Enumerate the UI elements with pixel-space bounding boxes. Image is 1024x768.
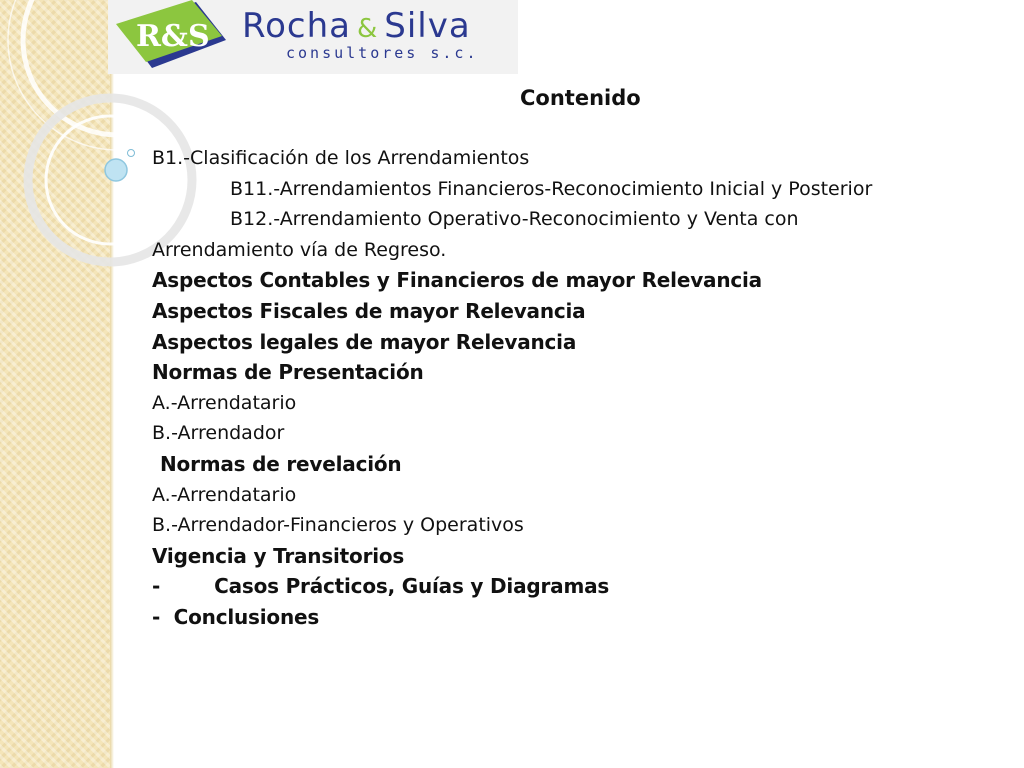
list-item <box>152 571 1012 602</box>
content-list <box>152 143 1012 633</box>
list-item: Vigencia y Transitorios <box>152 543 405 568</box>
logo-badge <box>108 0 238 74</box>
list-item: B1.-Clasificación de los Arrendamientos <box>152 147 530 169</box>
list-item-text: Conclusiones <box>173 604 320 629</box>
list-item: A.-Arrendatario <box>152 391 297 414</box>
list-item: B.-Arrendador-Financieros y Operativos <box>152 514 524 537</box>
list-item: A.-Arrendatario <box>152 483 297 506</box>
list-bullet-icon <box>127 149 135 157</box>
list-item: B.-Arrendador <box>152 422 285 445</box>
list-item: Aspectos Contables y Financieros de mayor Relevancia <box>152 268 762 293</box>
list-item: B12.-Arrendamiento Operativo-Reconocimiento y Venta con <box>230 208 799 231</box>
company-logo <box>108 0 518 74</box>
list-item: Aspectos Fiscales de mayor Relevancia <box>152 298 586 323</box>
list-item: Arrendamiento vía de Regreso. <box>152 238 447 261</box>
list-item: Aspectos legales de mayor Relevancia <box>152 329 577 354</box>
logo-subtitle: consultores s.c. <box>286 44 479 62</box>
page-title: Contenido <box>520 86 641 110</box>
decorative-dot <box>105 159 127 181</box>
list-item <box>152 602 1012 633</box>
list-item: Normas de revelación <box>160 451 402 476</box>
logo-company-name: Rocha & Silva <box>242 6 471 46</box>
list-item: Normas de Presentación <box>152 360 424 385</box>
logo-badge-text: R&S <box>136 19 210 54</box>
dash-marker: - <box>152 604 161 629</box>
list-item: B11.-Arrendamientos Financieros-Reconocimiento Inicial y Posterior <box>230 177 873 200</box>
dash-marker: - <box>152 574 161 599</box>
list-item-text: Casos Prácticos, Guías y Diagramas <box>214 574 610 599</box>
